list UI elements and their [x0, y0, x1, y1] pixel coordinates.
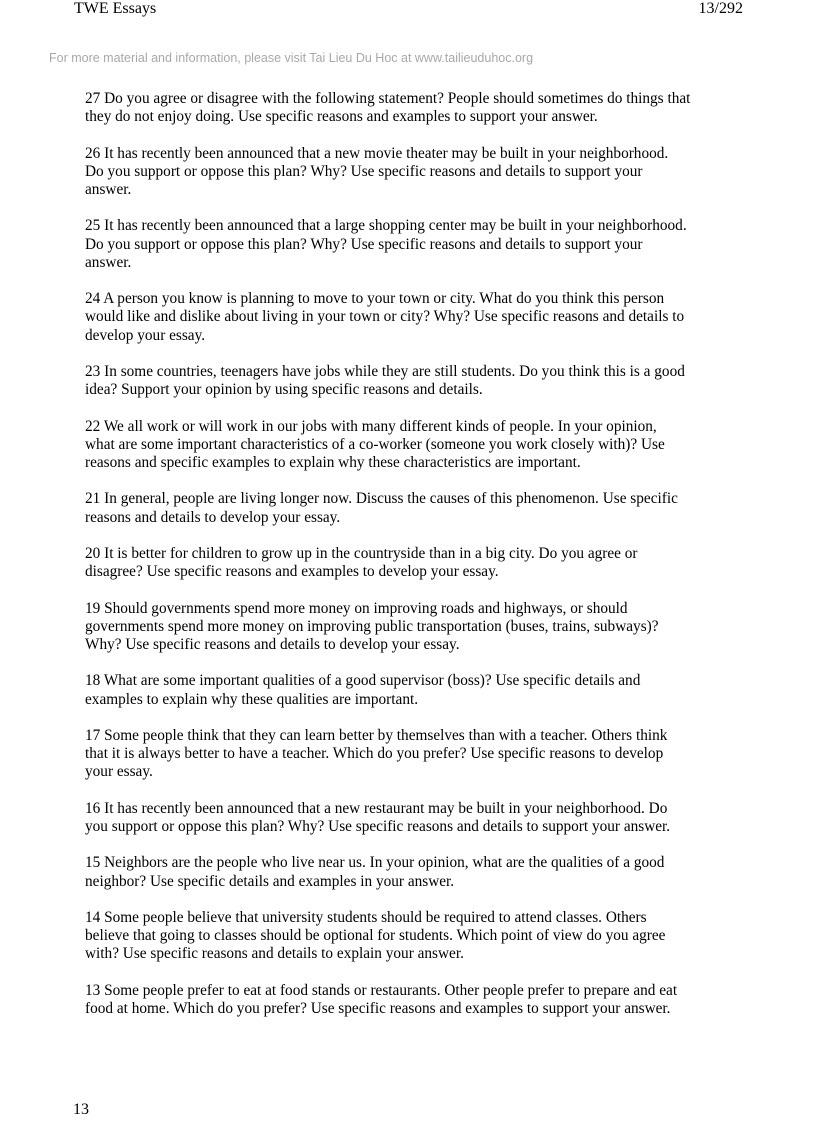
essay-question-19: 19 Should governments spend more money on improving roads and highways, or should governments spend more money on improving public transportation (buses, trains, subways)? Why? Use specific reasons and details to develop your essay. [85, 599, 659, 653]
essay-question-23: 23 In some countries, teenagers have jobs while they are still students. Do you think this is a good idea? Support your opinion by using specific reasons and details. [85, 362, 685, 399]
essay-question-14: 14 Some people believe that university students should be required to attend classes. Others believe that going to classes should be optional for students. Which point of view do you agree with? Use specific reasons and details to explain your answer. [85, 908, 666, 963]
essay-question-25: 25 It has recently been announced that a large shopping center may be built in your neighborhood. Do you support or oppose this plan? Why? Use specific reasons and details to support your answer. [85, 217, 687, 271]
essay-question-22: 22 We all work or will work in our jobs with many different kinds of people. In your opinion, what are some important characteristics of a co-worker (someone you work closely with)? Use reasons and specific examples to explain why these characteristics are important. [85, 417, 665, 471]
essay-question-15: 15 Neighbors are the people who live near us. In your opinion, what are the qualities of a good neighbor? Use specific details and examples in your answer. [85, 854, 665, 890]
page-indicator: 13/292 [698, 0, 743, 17]
essay-question-27: 27 Do you agree or disagree with the following statement? People should sometimes do things that they do not enjoy doing. Use specific reasons and examples to support your answer. [85, 90, 691, 126]
essay-question-13: 13 Some people prefer to eat at food stands or restaurants. Other people prefer to prepare and eat food at home. Which do you prefer? Use specific reasons and examples to support your answer. [85, 981, 678, 1017]
essay-question-24: 24 A person you know is planning to move to your town or city. What do you think this person would like and dislike about living in your town or city? Why? Use specific reasons and details to develop your essay. [85, 290, 685, 344]
watermark-text: For more material and information, please visit Tai Lieu Du Hoc at www.tailieuduhoc.org [49, 51, 534, 65]
essay-question-17: 17 Some people think that they can learn better by themselves than with a teacher. Others think that it is always better to have a teacher. Which do you prefer? Use specific reasons to develop your essay. [85, 726, 668, 781]
essay-question-20: 20 It is better for children to grow up in the countryside than in a big city. Do you agree or disagree? Use specific reasons and examples to develop your essay. [85, 544, 638, 581]
essay-question-list [85, 90, 745, 1036]
essay-question-18: 18 What are some important qualities of a good supervisor (boss)? Use specific details and examples to explain why these qualities are important. [85, 672, 641, 708]
essay-question-16: 16 It has recently been announced that a new restaurant may be built in your neighborhood. Do you support or oppose this plan? Why? Use specific reasons and details to support your answer. [85, 799, 671, 835]
essay-question-21: 21 In general, people are living longer now. Discuss the causes of this phenomenon. Use specific reasons and details to develop your essay. [85, 490, 678, 526]
essay-question-26: 26 It has recently been announced that a new movie theater may be built in your neighborhood. Do you support or oppose this plan? Why? Use specific reasons and details to support your answer. [85, 144, 669, 198]
document-title: TWE Essays [74, 0, 157, 17]
page-number: 13 [73, 1101, 89, 1118]
